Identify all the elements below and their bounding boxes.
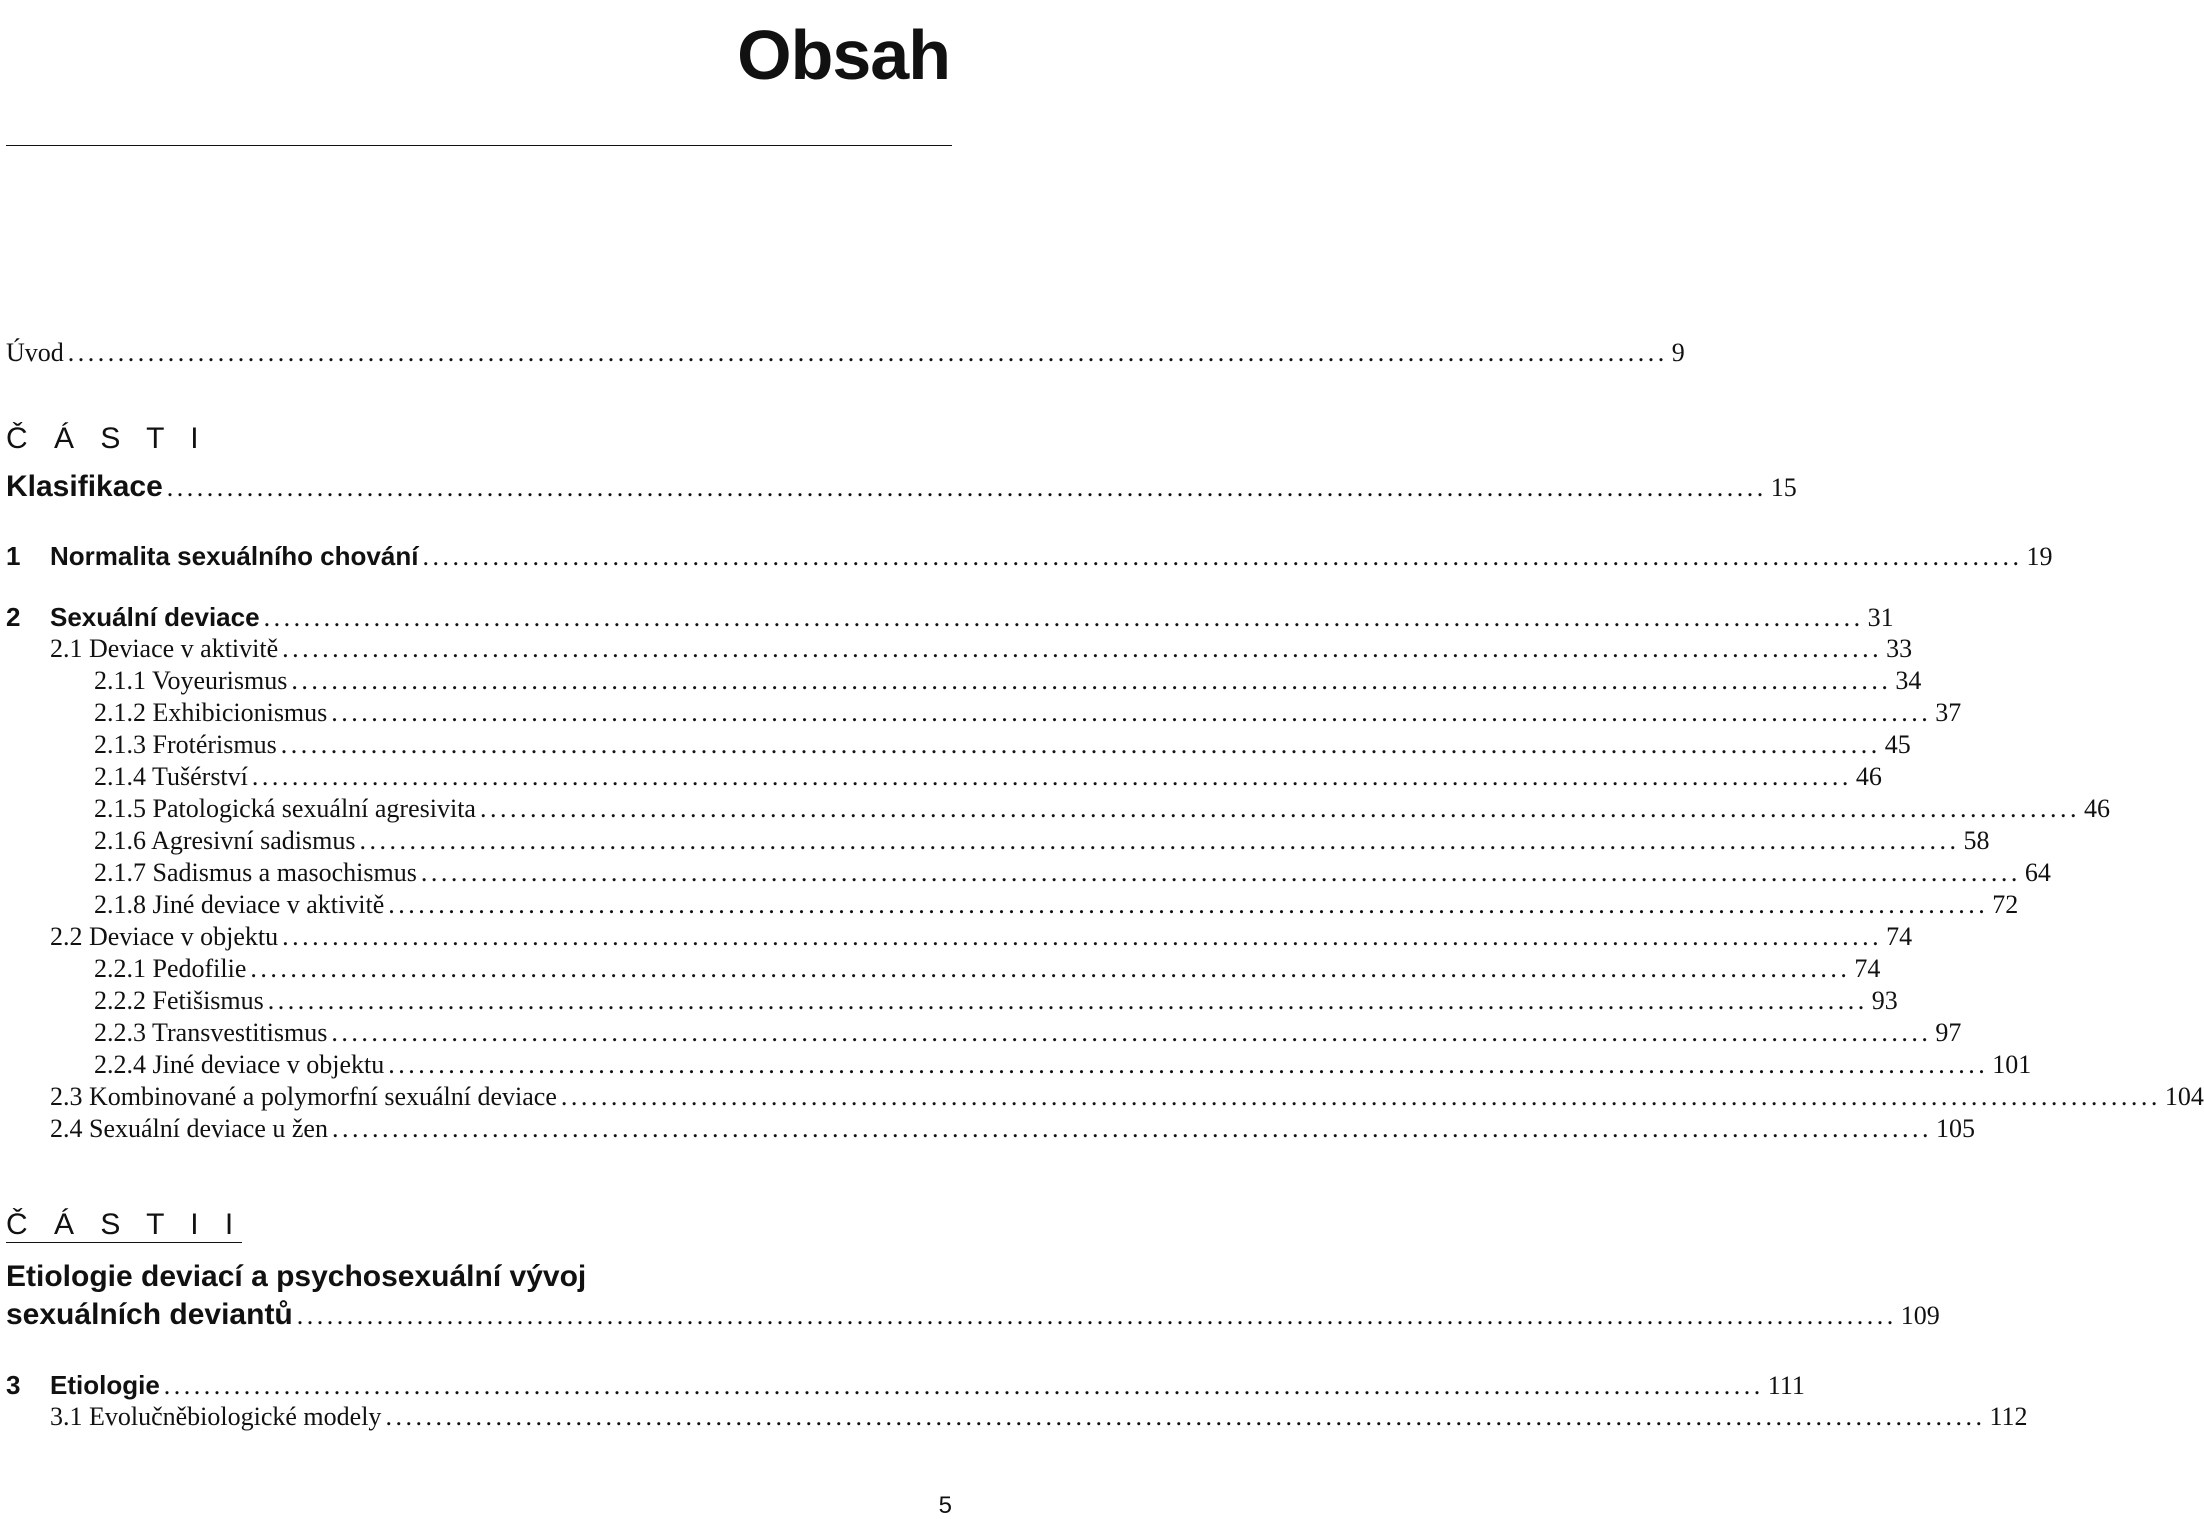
toc-entry-page: 9 — [1671, 338, 1685, 367]
toc-entry-label: 2.1.1 Voyeurismus — [94, 666, 288, 695]
toc-subsection[interactable] — [94, 1018, 1962, 1047]
toc-entry-page: 31 — [1867, 603, 1894, 632]
page-number: 5 — [938, 1492, 952, 1519]
dot-leader: ................................................................................................................................................................ — [263, 603, 1864, 632]
toc-entry-page: 19 — [2026, 542, 2053, 571]
dot-leader: ................................................................................................................................................................ — [280, 730, 1881, 759]
part-label: Č Á S T I I — [6, 1208, 243, 1241]
toc-subsection[interactable] — [94, 890, 2019, 919]
toc-subsection[interactable] — [94, 986, 1898, 1015]
dot-leader: ................................................................................................................................................................ — [296, 1301, 1897, 1330]
toc-entry-label: 2.2.4 Jiné deviace v objektu — [94, 1050, 385, 1079]
dot-leader: ................................................................................................................................................................ — [388, 890, 1989, 919]
toc-entry-label: 2.2 Deviace v objektu — [50, 922, 279, 951]
toc-entry-label: 2.2.3 Transvestitismus — [94, 1018, 328, 1047]
toc-subsection[interactable] — [94, 730, 1911, 759]
toc-entry-label: 2.1.3 Frotérismus — [94, 730, 277, 759]
dot-leader: ................................................................................................................................................................ — [67, 338, 1668, 367]
part-heading-line: Etiologie deviací a psychosexuální vývoj — [6, 1260, 587, 1293]
toc-subsection[interactable] — [94, 1050, 2032, 1079]
toc-entry-page: 64 — [2024, 858, 2051, 887]
dot-leader: ................................................................................................................................................................ — [282, 922, 1883, 951]
dot-leader: ................................................................................................................................................................ — [163, 1371, 1764, 1400]
dot-leader: ................................................................................................................................................................ — [331, 1018, 1932, 1047]
toc-subsection[interactable] — [94, 666, 1922, 695]
toc-section[interactable] — [50, 634, 1913, 663]
toc-entry-page: 45 — [1884, 730, 1911, 759]
page-title: Obsah — [737, 16, 950, 94]
toc-chapter-1[interactable] — [6, 541, 2053, 571]
toc-entry-page: 111 — [1767, 1371, 1805, 1400]
dot-leader: ................................................................................................................................................................ — [291, 666, 1892, 695]
part-label: Č Á S T I — [6, 422, 208, 455]
toc-subsection[interactable] — [94, 794, 2110, 823]
toc-entry-label: 2.1.4 Tušérství — [94, 762, 248, 791]
toc-entry-label: Klasifikace — [6, 470, 163, 503]
toc-subsection[interactable] — [94, 826, 1990, 855]
toc-entry-page: 97 — [1935, 1018, 1962, 1047]
toc-entry-label: 2.1.5 Patologická sexuální agresivita — [94, 794, 476, 823]
toc-entry-page: 109 — [1900, 1301, 1940, 1330]
toc-entry-intro[interactable] — [6, 338, 1685, 367]
toc-entry-page: 33 — [1886, 634, 1913, 663]
chapter-number: 2 — [6, 602, 21, 632]
toc-entry-page: 74 — [1886, 922, 1913, 951]
chapter-number: 1 — [6, 541, 21, 571]
toc-subsection[interactable] — [94, 762, 1882, 791]
toc-entry-label: Etiologie — [50, 1370, 160, 1400]
toc-entry-label: 2.1 Deviace v aktivitě — [50, 634, 279, 663]
toc-section[interactable] — [50, 1402, 2028, 1431]
toc-entry-label: Sexuální deviace — [50, 602, 260, 632]
toc-entry-page: 58 — [1963, 826, 1990, 855]
dot-leader: ................................................................................................................................................................ — [479, 794, 2080, 823]
toc-part-heading[interactable] — [6, 470, 1797, 503]
toc-entry-page: 72 — [1992, 890, 2019, 919]
toc-section[interactable] — [50, 922, 1913, 951]
toc-entry-page: 101 — [1992, 1050, 2032, 1079]
toc-entry-label: Normalita sexuálního chování — [50, 541, 419, 571]
toc-subsection[interactable] — [94, 858, 2051, 887]
toc-entry-page: 46 — [1855, 762, 1882, 791]
dot-leader: ................................................................................................................................................................ — [251, 762, 1852, 791]
toc-entry-label: Úvod — [6, 338, 64, 367]
toc-entry-page: 105 — [1935, 1114, 1975, 1143]
dot-leader: ................................................................................................................................................................ — [385, 1402, 1986, 1431]
toc-entry-label: 2.4 Sexuální deviace u žen — [50, 1114, 328, 1143]
dot-leader: ................................................................................................................................................................ — [422, 542, 2023, 571]
title-rule — [6, 145, 952, 146]
toc-chapter-3[interactable] — [6, 1370, 1805, 1400]
toc-entry-page: 15 — [1770, 473, 1797, 502]
toc-subsection[interactable] — [94, 954, 1881, 983]
toc-chapter-2[interactable] — [6, 602, 1894, 632]
toc-entry-page: 74 — [1854, 954, 1881, 983]
dot-leader: ................................................................................................................................................................ — [331, 1114, 1932, 1143]
toc-entry-label: 2.3 Kombinované a polymorfní sexuální deviace — [50, 1082, 557, 1111]
toc-entry-page: 46 — [2083, 794, 2110, 823]
toc-section[interactable] — [50, 1082, 2204, 1111]
toc-entry-label: sexuálních deviantů — [6, 1298, 293, 1331]
dot-leader: ................................................................................................................................................................ — [250, 954, 1851, 983]
dot-leader: ................................................................................................................................................................ — [267, 986, 1868, 1015]
toc-section[interactable] — [50, 1114, 1975, 1143]
toc-entry-label: 2.2.1 Pedofilie — [94, 954, 247, 983]
toc-entry-page: 34 — [1895, 666, 1922, 695]
toc-entry-label: 3.1 Evolučněbiologické modely — [50, 1402, 382, 1431]
toc-subsection[interactable] — [94, 698, 1962, 727]
dot-leader: ................................................................................................................................................................ — [388, 1050, 1989, 1079]
toc-entry-label: 2.1.2 Exhibicionismus — [94, 698, 328, 727]
toc-entry-page: 104 — [2164, 1082, 2204, 1111]
dot-leader: ................................................................................................................................................................ — [359, 826, 1960, 855]
toc-entry-page: 37 — [1935, 698, 1962, 727]
toc-entry-page: 112 — [1989, 1402, 2028, 1431]
dot-leader: ................................................................................................................................................................ — [420, 858, 2021, 887]
dot-leader: ................................................................................................................................................................ — [282, 634, 1883, 663]
toc-entry-label: 2.1.7 Sadismus a masochismus — [94, 858, 417, 887]
dot-leader: ................................................................................................................................................................ — [331, 698, 1932, 727]
toc-entry-label: 2.1.8 Jiné deviace v aktivitě — [94, 890, 385, 919]
chapter-number: 3 — [6, 1370, 21, 1400]
dot-leader: ................................................................................................................................................................ — [560, 1082, 2161, 1111]
toc-entry-label: 2.1.6 Agresivní sadismus — [94, 826, 356, 855]
toc-part-heading[interactable] — [6, 1298, 1940, 1331]
toc-entry-page: 93 — [1871, 986, 1898, 1015]
dot-leader: ................................................................................................................................................................ — [166, 473, 1767, 502]
toc-entry-label: 2.2.2 Fetišismus — [94, 986, 264, 1015]
